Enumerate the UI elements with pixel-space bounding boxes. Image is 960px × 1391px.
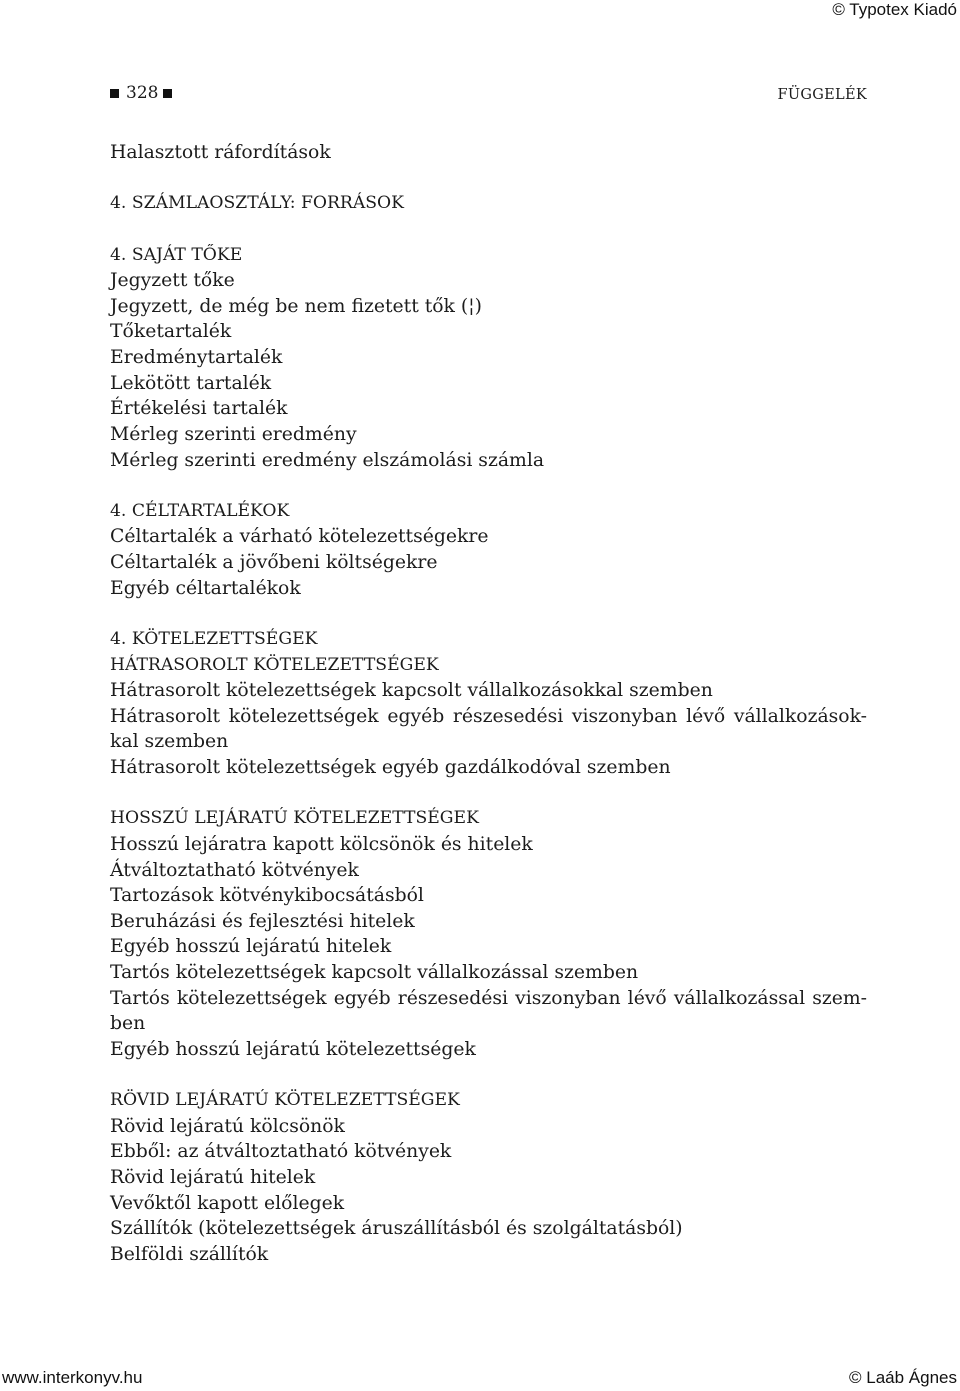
account-item: Rövid lejáratú hitelek: [110, 1167, 316, 1188]
account-item: Belföldi szállítók: [110, 1243, 269, 1265]
section-heading: 4. SAJÁT TŐKE: [110, 244, 243, 265]
account-item: [110, 704, 867, 755]
account-item: Tartozások kötvénykibocsátásból: [110, 885, 424, 907]
account-item: Rövid lejáratú kölcsönök: [110, 1115, 345, 1137]
square-ornament-icon: [110, 89, 119, 98]
continued-block: [110, 140, 867, 166]
account-item: Vevőktől kapott előlegek: [110, 1192, 345, 1214]
account-item-line: ben: [110, 1013, 146, 1035]
account-item: Eredménytartalék: [110, 347, 283, 368]
account-item: Tartós kötelezettségek kapcsolt vállalkozással szemben: [110, 962, 639, 983]
page-number: 328: [126, 83, 159, 103]
subsection: [110, 806, 867, 1062]
account-item: Jegyzett tőke: [110, 270, 235, 292]
account-list: [110, 140, 867, 1268]
website-credit: www.interkonyv.hu: [2, 1368, 143, 1387]
account-class-heading: 4. SZÁMLAOSZTÁLY: FORRÁSOK: [110, 193, 404, 214]
account-item-line: Hátrasorolt kötelezettségek egyéb részesedési viszonyban lévő vállalkozások-: [110, 705, 867, 727]
page-folio: [110, 81, 172, 105]
account-item: Egyéb hosszú lejáratú kötelezettségek: [110, 1038, 476, 1060]
subsection-heading: RÖVID LEJÁRATÚ KÖTELEZETTSÉGEK: [110, 1090, 460, 1111]
account-item: Jegyzett, de még be nem fizetett tők (¦): [110, 295, 482, 317]
account-item: Szállítók (kötelezettségek áruszállításból és szolgáltatásból): [110, 1218, 683, 1240]
subsection-heading: HOSSZÚ LEJÁRATÚ KÖTELEZETTSÉGEK: [110, 808, 479, 829]
account-item: Lekötött tartalék: [110, 372, 272, 394]
account-item: Halasztott ráfordítások: [110, 142, 331, 163]
account-item: Mérleg szerinti eredmény elszámolási számla: [110, 449, 545, 471]
page-header: [110, 81, 867, 105]
account-item: Céltartalék a jövőbeni költségekre: [110, 552, 438, 573]
account-item: Beruházási és fejlesztési hitelek: [110, 910, 415, 932]
account-item: Hátrasorolt kötelezettségek kapcsolt vállalkozásokkal szemben: [110, 680, 713, 702]
account-item: Átváltoztatható kötvények: [110, 859, 359, 881]
subsection-heading: HÁTRASOROLT KÖTELEZETTSÉGEK: [110, 654, 439, 675]
account-item: Mérleg szerinti eredmény: [110, 423, 357, 445]
account-item: [110, 986, 867, 1037]
publisher-credit: © Typotex Kiadó: [832, 0, 957, 19]
account-item: Értékelési tartalék: [110, 398, 288, 420]
square-ornament-icon: [163, 89, 172, 98]
account-item-line: kal szemben: [110, 731, 229, 753]
account-item: Egyéb céltartalékok: [110, 577, 301, 599]
account-class-block: [110, 191, 867, 217]
account-item: Céltartalék a várható kötelezettségekre: [110, 526, 489, 548]
account-item: Hátrasorolt kötelezettségek egyéb gazdálkodóval szemben: [110, 757, 671, 778]
account-item: Hosszú lejáratra kapott kölcsönök és hitelek: [110, 833, 533, 855]
section: [110, 243, 867, 474]
account-item: Ebből: az átváltoztatható kötvények: [110, 1141, 452, 1163]
account-item-line: Tartós kötelezettségek egyéb részesedési viszonyban lévő vállalkozással szem-: [110, 987, 867, 1009]
running-title: FÜGGELÉK: [777, 86, 867, 103]
section: [110, 627, 867, 781]
section-heading: 4. CÉLTARTALÉKOK: [110, 500, 290, 521]
account-item: Tőketartalék: [110, 321, 232, 343]
section-heading: 4. KÖTELEZETTSÉGEK: [110, 628, 318, 649]
section: [110, 499, 867, 602]
subsection: [110, 1088, 867, 1267]
account-item: Egyéb hosszú lejáratú hitelek: [110, 936, 392, 958]
author-credit: © Laáb Ágnes: [849, 1368, 957, 1387]
